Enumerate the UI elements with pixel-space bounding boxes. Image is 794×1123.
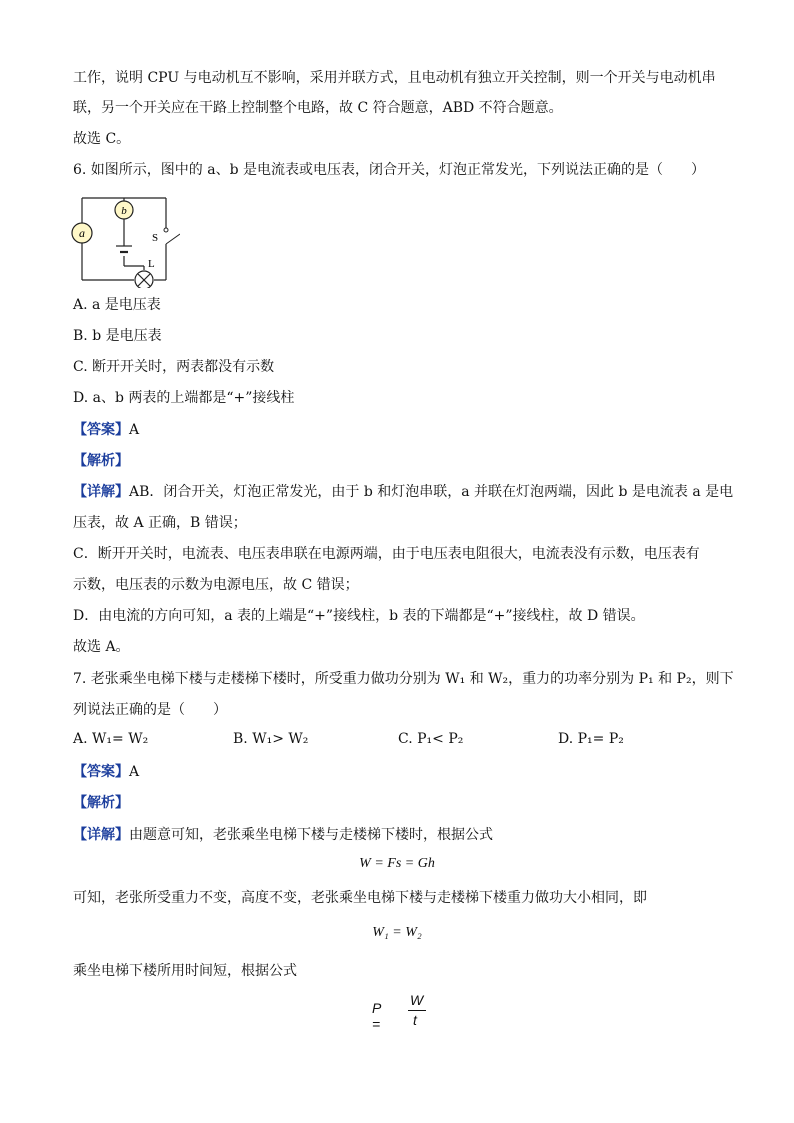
analysis-heading: 【解析】: [73, 453, 129, 469]
text-line: D．由电流的方向可知，a 表的上端是“+”接线柱，b 表的下端都是“+”接线柱，故 D 错误。: [73, 608, 645, 624]
question-7: 7. 老张乘坐电梯下楼与走楼梯下楼时，所受重力做功分别为 W₁ 和 W₂，重力的功率分别为 P₁ 和 P₂，则下: [73, 671, 734, 687]
text-line: 故选 C。: [73, 131, 131, 147]
option-b: B. b 是电压表: [73, 328, 162, 344]
meter-a-icon: [72, 223, 92, 243]
text-line: 故选 A。: [73, 639, 130, 655]
answer-row: 【答案】A: [73, 764, 140, 780]
text-line: 可知，老张所受重力不变，高度不变，老张乘坐电梯下楼与走楼梯下楼重力做功大小相同，即: [73, 890, 647, 906]
answer-row: 【答案】A: [73, 422, 140, 438]
option-d: D. a、b 两表的上端都是“+”接线柱: [73, 390, 295, 406]
option-c: C. P₁< P₂: [398, 731, 464, 747]
equation: W = Fs = Gh: [359, 856, 435, 871]
question-6: 6. 如图所示，图中的 a、b 是电流表或电压表，闭合开关，灯泡正常发光，下列说法正确的是（ ）: [73, 162, 706, 178]
svg-text:a: a: [79, 226, 85, 240]
text-line: 压表，故 A 正确，B 错误；: [73, 515, 247, 531]
svg-text:b: b: [121, 205, 127, 217]
text-line: 工作，说明 CPU 与电动机互不影响，采用并联方式，且电动机有独立开关控制，则一个开关与电动机串: [73, 70, 716, 86]
option-a: A. a 是电压表: [73, 297, 161, 313]
text-line: 乘坐电梯下楼所用时间短，根据公式: [73, 963, 297, 979]
text-line: 示数，电压表的示数为电源电压，故 C 错误；: [73, 577, 359, 593]
detail-row: 【详解】由题意可知，老张乘坐电梯下楼与走楼梯下楼时，根据公式: [73, 827, 493, 843]
text-line: C．断开开关时，电流表、电压表串联在电源两端，由于电压表电阻很大，电流表没有示数，电压表有: [73, 546, 700, 562]
document-page: 工作，说明 CPU 与电动机互不影响，采用并联方式，且电动机有独立开关控制，则一个开关与电动机串 联，另一个开关应在干路上控制整个电路，故 C 符合题意，ABD 不符合题意。 故选 C。 6. 如图所示，图中的 a、b 是电流表或电压表，闭合开关，灯泡正常发光，下列说法正确的是（ ） a b S L A. a 是电压表 B. b 是电压表 C. 断开开关时，两表都没有示数 D. a、b 两表的上端都是“+”接线柱 【答案】A 【解析】 【详解】AB．闭合开关，灯泡正常发光，由于 b 和灯泡串联，a 并联在灯泡两端，因此 b 是电流表 a 是电 压表，故 A 正确，B 错误； C．断开开关时，电流表、电压表串联在电源两端，由于电压表电阻很大，电流表没有示数，电压表有 示数，电压表的示数为电源电压，故 C 错误； D．由电流的方向可知，a 表的上端是“+”接线柱，b 表的下端都是“+”接线柱，故 D 错误。 故选 A。 7. 老张乘坐电梯下楼与走楼梯下楼时，所受重力做功分别为 W₁ 和 W₂，重力的功率分别为 P₁ 和 P₂，则下 列说法正确的是（ ） A. W₁= W₂ B. W₁> W₂ C. P₁< P₂ D. P₁= P₂ 【答案】A 【解析】 【详解】由题意可知，老张乘坐电梯下楼与走楼梯下楼时，根据公式 W = Fs = Gh 可知，老张所受重力不变，高度不变，老张乘坐电梯下楼与走楼梯下楼重力做功大小相同，即 W₁ = W₂ 乘坐电梯下楼所用时间短，根据公式 P = W t: [0, 0, 794, 1123]
switch-label: S: [152, 232, 159, 244]
text-line: 联，另一个开关应在干路上控制整个电路，故 C 符合题意，ABD 不符合题意。: [73, 100, 563, 116]
circuit-diagram: [70, 196, 180, 288]
analysis-heading: 【解析】: [73, 795, 129, 811]
text-line: 列说法正确的是（ ）: [73, 702, 227, 718]
lamp-label: L: [148, 258, 155, 270]
option-a: A. W₁= W₂: [73, 731, 149, 747]
option-c: C. 断开开关时，两表都没有示数: [73, 359, 275, 375]
option-b: B. W₁> W₂: [233, 731, 309, 747]
equation: W₁ = W₂: [372, 925, 422, 940]
option-d: D. P₁= P₂: [558, 731, 624, 747]
meter-b-icon: [115, 201, 133, 219]
detail-row: 【详解】AB．闭合开关，灯泡正常发光，由于 b 和灯泡串联，a 并联在灯泡两端，因此 b 是电流表 a 是电: [73, 484, 734, 500]
lamp-icon: [135, 271, 153, 288]
